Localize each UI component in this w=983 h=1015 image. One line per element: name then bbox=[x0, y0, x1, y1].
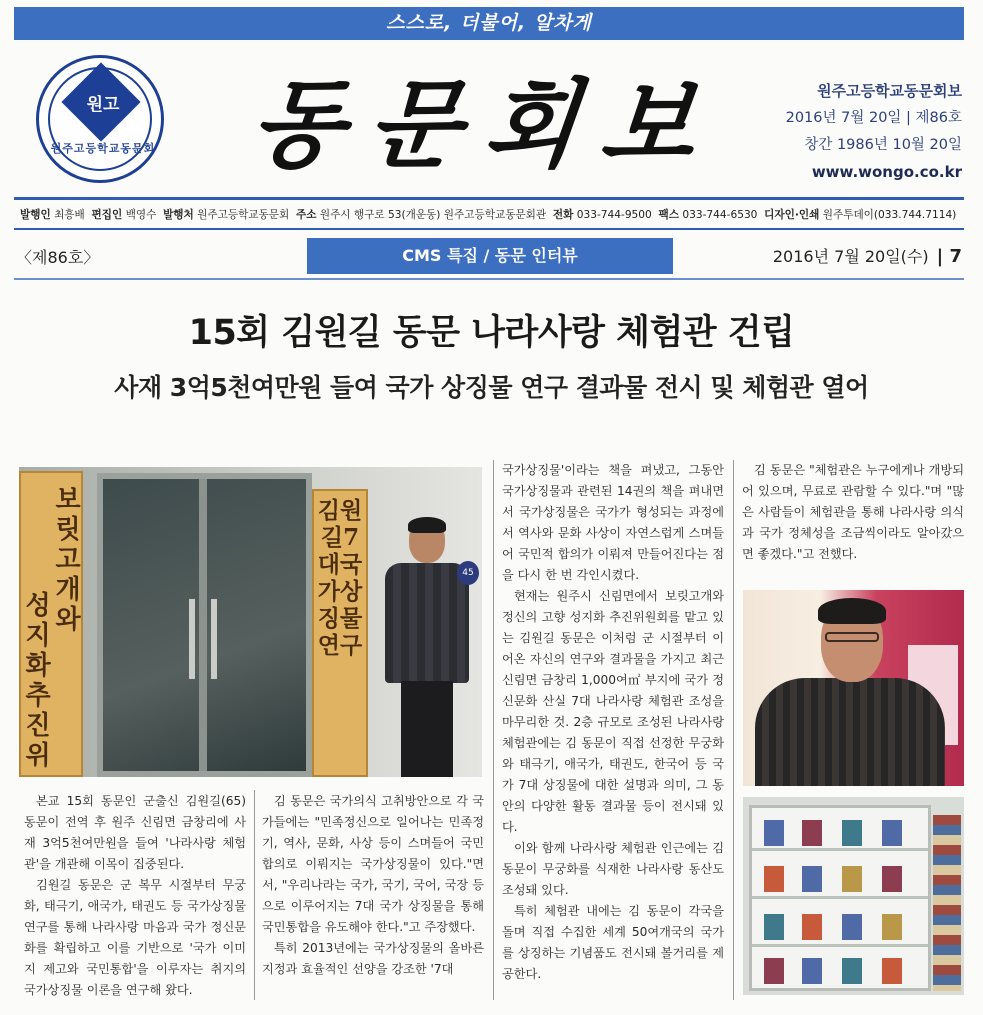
paragraph: 김원길 동문은 군 복무 시절부터 무궁화, 태극기, 애국가, 태권도 등 국가상징물 연구를 통해 나라사랑 마음과 국가 정신문화를 확립하고 이를 기반으로 '국가 이미지 제고와 국민통합'을 이루자는 취지의 국가상징물 이론을 연구해 왔다. bbox=[24, 878, 246, 997]
displayed-item bbox=[882, 866, 902, 892]
door-frame bbox=[199, 479, 207, 771]
section-title: CMS 특집 / 동문 인터뷰 bbox=[307, 238, 673, 274]
date-text: 2016년 7월 20일(수) bbox=[772, 247, 929, 266]
displayed-item bbox=[764, 958, 784, 984]
display-cabinet bbox=[749, 805, 931, 991]
displayed-item bbox=[802, 914, 822, 940]
publication-url[interactable]: www.wongo.co.kr bbox=[811, 163, 962, 181]
side-bookshelf bbox=[933, 815, 961, 991]
article-subheadline: 사재 3억5천여만원 들여 국가 상징물 연구 결과물 전시 및 체험관 열어 bbox=[114, 373, 869, 402]
value: 원주고등학교동문회 bbox=[197, 209, 290, 221]
main-photo bbox=[19, 467, 482, 777]
page-number: | 7 bbox=[936, 246, 962, 267]
portrait-hair bbox=[818, 598, 886, 624]
person-jacket bbox=[385, 563, 469, 683]
publication-issue: 2016년 7월 20일 | 제86호 bbox=[785, 110, 962, 126]
label: 주소 bbox=[296, 209, 317, 221]
publication-info bbox=[740, 78, 962, 186]
sign-text-column: 보릿고개와 bbox=[55, 485, 81, 635]
column-divider bbox=[733, 460, 734, 1000]
displayed-item bbox=[842, 866, 862, 892]
column-divider bbox=[254, 790, 255, 1000]
glass-door bbox=[97, 473, 312, 777]
publication-org: 원주고등학교동문회보 bbox=[817, 82, 962, 100]
seal-ring-text: 원주고등학교동문회 bbox=[50, 142, 156, 155]
person-figure bbox=[381, 519, 471, 777]
displayed-item bbox=[764, 820, 784, 846]
column-divider bbox=[493, 460, 494, 1000]
value: 원주시 행구로 53(개운동) 원주고등학교동문회관 bbox=[319, 209, 547, 221]
display-shelf-photo bbox=[743, 797, 964, 995]
slogan-banner: 스스로, 더불어, 알차게 bbox=[14, 7, 964, 40]
sign-text-column: 성지화추진위 bbox=[25, 591, 51, 771]
value: 033-744-6530 bbox=[682, 209, 758, 221]
label: 전화 bbox=[552, 209, 574, 221]
displayed-item bbox=[842, 914, 862, 940]
article-column-2 bbox=[262, 791, 484, 980]
shelf bbox=[752, 896, 928, 899]
page-number-value: 7 bbox=[949, 246, 962, 267]
wooden-sign-center: 김원길7대국가상징물연구 bbox=[312, 489, 368, 777]
paragraph: 김 동문은 "체험관은 누구에게나 개방되어 있으며, 무료로 관람할 수 있다."며 "많은 사람들이 체험관을 통해 나라사랑 의식과 국가 정체성을 조금씩이라도 알아갔으면 좋겠다."고 전했다. bbox=[742, 463, 964, 561]
displayed-item bbox=[802, 866, 822, 892]
displayed-item bbox=[842, 958, 862, 984]
portrait-body bbox=[755, 678, 945, 786]
displayed-item bbox=[764, 866, 784, 892]
paragraph: 특히 체험관 내에는 김 동문이 각국을 돌며 직접 수집한 세계 50여개국의 국가를 상징하는 기념품도 전시돼 볼거리를 제공한다. bbox=[502, 904, 724, 981]
person-hair bbox=[408, 517, 446, 533]
displayed-item bbox=[882, 820, 902, 846]
portrait-glasses bbox=[825, 632, 879, 642]
address-plaque: 45 bbox=[457, 561, 479, 585]
school-seal-logo bbox=[36, 55, 164, 183]
portrait-photo bbox=[743, 590, 964, 786]
displayed-item bbox=[802, 958, 822, 984]
displayed-item bbox=[882, 958, 902, 984]
displayed-item bbox=[802, 820, 822, 846]
displayed-item bbox=[764, 914, 784, 940]
page-date bbox=[700, 244, 962, 267]
paragraph: 국가상징물'이라는 책을 펴냈고, 그동안 국가상징물과 관련된 14권의 책을 펴내면서 국가상징물은 국가가 형성되는 과정에서 역사와 문화 사상이 자연스럽게 스며들어 국민적 합의가 이뤄져 만들어진다는 점을 다시 한 번 각인시켰다. bbox=[502, 463, 724, 582]
seal-center-text: 원고 bbox=[86, 95, 120, 115]
person-legs bbox=[401, 681, 453, 777]
displayed-item bbox=[842, 820, 862, 846]
displayed-item bbox=[882, 914, 902, 940]
issue-number: 〈제86호〉 bbox=[16, 248, 100, 267]
label: 디자인·인쇄 bbox=[764, 209, 820, 221]
value: 최흥배 bbox=[54, 209, 85, 221]
article-column-4 bbox=[742, 460, 964, 565]
door-handle bbox=[189, 599, 195, 679]
article-headline: 15회 김원길 동문 나라사랑 체험관 건립 bbox=[188, 313, 795, 353]
label: 발행처 bbox=[163, 209, 194, 221]
publication-founded: 창간 1986년 10월 20일 bbox=[804, 137, 962, 153]
newspaper-masthead: 동문회보 bbox=[245, 68, 725, 181]
divider bbox=[14, 278, 964, 280]
paragraph: 특히 2013년에는 국가상징물의 올바른 지정과 효율적인 선양을 강조한 '7대 bbox=[262, 941, 484, 976]
door-handle bbox=[211, 599, 217, 679]
paragraph: 현재는 원주시 신림면에서 보릿고개와 정신의 고향 성지화 추진위원회를 맡고 있는 김원길 동문은 이처럼 군 시절부터 이어온 자신의 연구와 결과물을 가지고 최근 신림면 금창리 1,000여㎡ 부지에 국가 정신문화 산실 7대 나라사랑 체험관 조성을 마무리한 것. 2층 규모로 조성된 나라사랑 체험관에는 김 동문이 직접 선정한 무궁화와 태극기, 애국가, 태권도, 한국어 등 국가 7대 상징물에 대한 설명과 의미, 그 동안의 다양한 활동 결과물 등이 전시돼 있다. bbox=[502, 589, 724, 834]
divider bbox=[14, 197, 964, 200]
paragraph: 이와 함께 나라사랑 체험관 인근에는 김 동문이 무궁화를 식재한 나라사랑 동산도 조성돼 있다. bbox=[502, 841, 724, 897]
label: 발행인 bbox=[20, 209, 51, 221]
value: 033-744-9500 bbox=[576, 209, 652, 221]
label: 편집인 bbox=[91, 209, 123, 221]
divider bbox=[14, 228, 964, 230]
paragraph: 본교 15회 동문인 군출신 김원길(65) 동문이 전역 후 원주 신림면 금창리에 사재 3억5천여만원을 들여 '나라사랑 체험관'을 개관해 이목이 집중된다. bbox=[24, 794, 246, 871]
paragraph: 김 동문은 국가의식 고취방안으로 각 국가들에는 "민족정신으로 일어나는 민족정기, 역사, 문화, 사상 등이 스며들어 국민 합의로 이뤄지는 국가상징물이 있다."면서, "우리나라는 국가, 국기, 국어, 국장 등으로 이루어지는 7대 국가 상징물을 통해 국민통합을 유도해야 한다."고 주장했다. bbox=[262, 794, 484, 934]
publisher-info-line bbox=[20, 207, 960, 222]
wooden-sign-left bbox=[19, 471, 83, 777]
shelf bbox=[752, 848, 928, 851]
article-column-1 bbox=[24, 791, 246, 1001]
article-column-3 bbox=[502, 460, 724, 985]
shelf bbox=[752, 944, 928, 947]
value: 원주투데이(033.744.7114) bbox=[822, 209, 957, 221]
value: 백영수 bbox=[125, 209, 157, 221]
label: 팩스 bbox=[658, 209, 679, 221]
